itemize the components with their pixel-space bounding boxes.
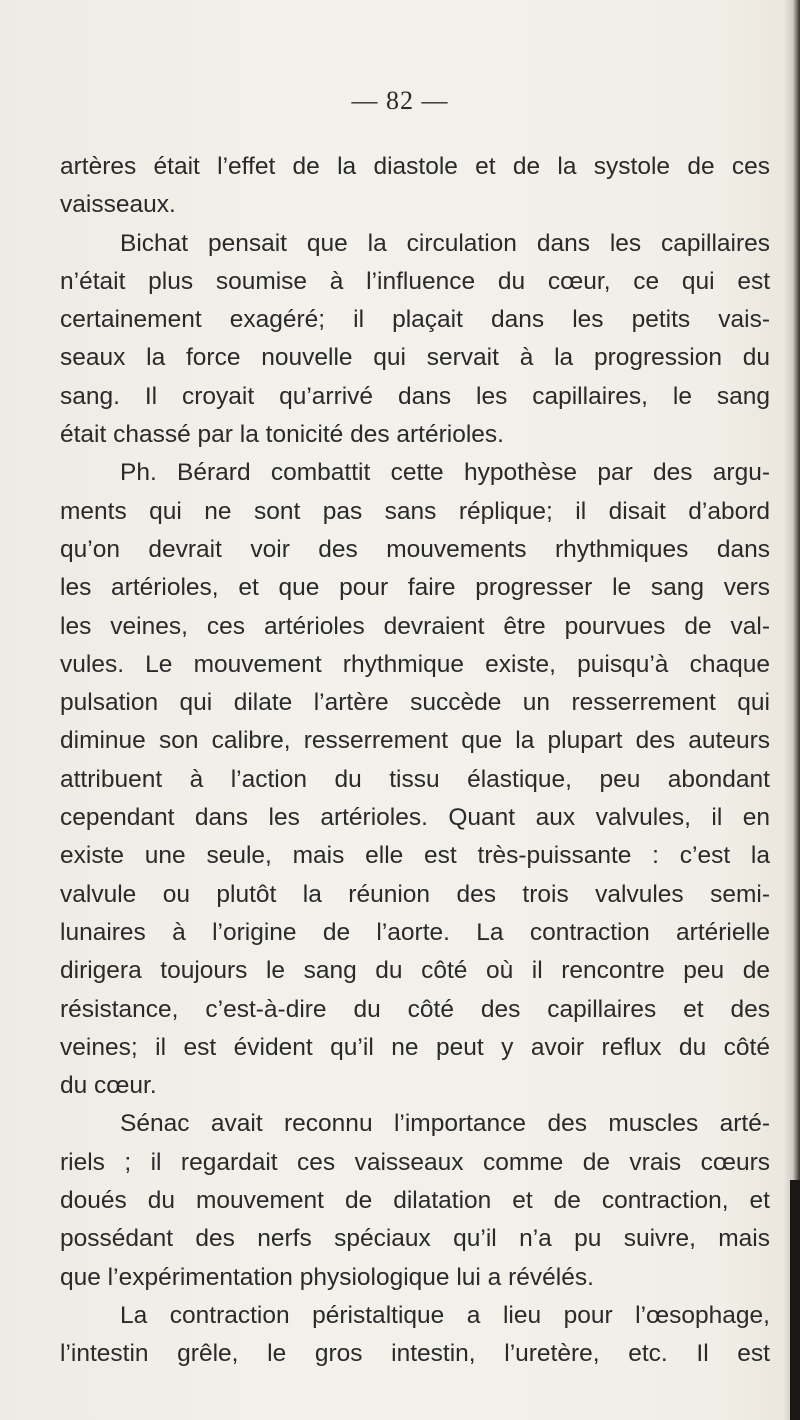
- text-line: du cœur.: [60, 1072, 157, 1100]
- text-line: l’intestin grêle, le gros intestin, l’uretère, etc. Il est: [60, 1340, 770, 1368]
- text-line: doués du mouvement de dilatation et de contraction, et: [60, 1187, 770, 1215]
- text-line: ments qui ne sont pas sans réplique; il disait d’abord: [60, 497, 770, 525]
- text-line: certainement exagéré; il plaçait dans les petits vais-: [60, 306, 770, 334]
- text-line: sang. Il croyait qu’arrivé dans les capillaires, le sang: [60, 382, 770, 410]
- text-line: existe une seule, mais elle est très-puissante : c’est la: [60, 842, 770, 870]
- text-line: dirigera toujours le sang du côté où il rencontre peu de: [60, 957, 770, 985]
- text-line: Ph. Bérard combattit cette hypothèse par des argu-: [120, 459, 770, 487]
- text-line: les veines, ces artérioles devraient être pourvues de val-: [60, 612, 770, 640]
- text-line: lunaires à l’origine de l’aorte. La contraction artérielle: [60, 918, 770, 946]
- text-line: les artérioles, et que pour faire progresser le sang vers: [60, 574, 770, 602]
- text-line: riels ; il regardait ces vaisseaux comme de vrais cœurs: [60, 1148, 770, 1176]
- text-line: diminue son calibre, resserrement que la plupart des auteurs: [60, 727, 770, 755]
- text-line: Sénac avait reconnu l’importance des muscles arté-: [120, 1110, 770, 1138]
- text-line: résistance, c’est-à-dire du côté des capillaires et des: [60, 995, 770, 1023]
- body-text: [60, 148, 770, 1374]
- page-edge-dark: [790, 1180, 800, 1420]
- text-line: était chassé par la tonicité des artérioles.: [60, 421, 504, 449]
- text-line: cependant dans les artérioles. Quant aux valvules, il en: [60, 804, 770, 832]
- text-line: artères était l’effet de la diastole et de la systole de ces: [60, 153, 770, 180]
- text-line: seaux la force nouvelle qui servait à la progression du: [60, 344, 770, 372]
- text-line: possédant des nerfs spéciaux qu’il n’a pu suivre, mais: [60, 1225, 770, 1253]
- page-number: — 82 —: [351, 86, 449, 115]
- text-line: valvule ou plutôt la réunion des trois valvules semi-: [60, 880, 770, 908]
- text-line: Bichat pensait que la circulation dans les capillaires: [120, 229, 770, 257]
- text-line: pulsation qui dilate l’artère succède un resserrement qui: [60, 689, 770, 717]
- text-line: attribuent à l’action du tissu élastique, peu abondant: [60, 765, 770, 793]
- text-line: qu’on devrait voir des mouvements rhythmiques dans: [60, 535, 770, 563]
- text-line: veines; il est évident qu’il ne peut y avoir reflux du côté: [60, 1033, 770, 1061]
- text-line: La contraction péristaltique a lieu pour l’œsophage,: [120, 1301, 770, 1329]
- text-line: vules. Le mouvement rhythmique existe, puisqu’à chaque: [60, 650, 770, 678]
- text-line: que l’expérimentation physiologique lui a révélés.: [60, 1263, 594, 1291]
- text-line: n’était plus soumise à l’influence du cœur, ce qui est: [60, 267, 770, 295]
- text-line: vaisseaux.: [60, 191, 176, 219]
